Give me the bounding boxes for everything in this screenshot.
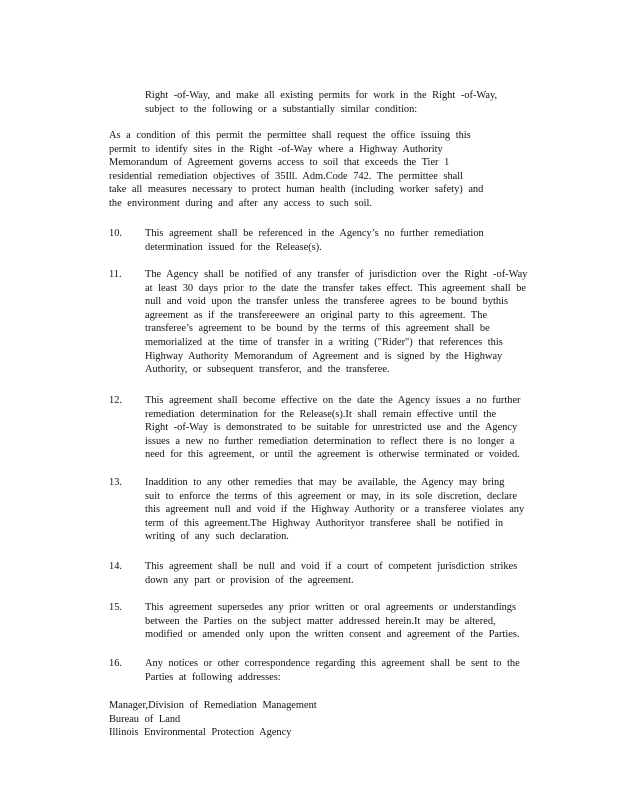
clause-body xyxy=(145,394,537,462)
text-line: need for this agreement, or until the agreement is otherwise terminated or voided. xyxy=(145,449,520,461)
text-line: Inaddition to any other remedies that may be available, the Agency may bring xyxy=(145,477,505,488)
text-line: writing of any such declaration. xyxy=(145,531,289,543)
text-line: Right -of-Way, and make all existing permits for work in the Right -of-Way, xyxy=(145,90,498,101)
clause-body xyxy=(145,268,537,377)
clause-number: 14. xyxy=(109,561,122,572)
text-line: This agreement shall be null and void if a court of competent jurisdiction strikes xyxy=(145,561,518,572)
text-line: the environment during and after any access to such soil. xyxy=(109,197,373,209)
text-line: determination issued for the Release(s). xyxy=(145,241,322,253)
text-line: modified or amended only upon the written consent and agreement of the Parties. xyxy=(145,629,520,641)
text-line: This agreement shall be referenced in the Agency’s no further remediation xyxy=(145,228,484,239)
text-line: null and void upon the transfer unless the transferee agrees to be bound bythis xyxy=(145,296,509,308)
clause-number: 16. xyxy=(109,658,122,669)
text-line: This agreement supersedes any prior written or oral agreements or understandings xyxy=(145,602,517,613)
text-line: permit to identify sites in the Right -of-Way where a Highway Authority xyxy=(109,143,443,155)
clause-body xyxy=(145,657,537,684)
clause-number: 15. xyxy=(109,602,122,613)
text-line: memorialized at the time of transfer in a writing ("Rider") that references this xyxy=(145,336,503,348)
text-line: Memorandum of Agreement governs access to soil that exceeds the Tier 1 xyxy=(109,157,450,169)
text-line: As a condition of this permit the permittee shall request the office issuing this xyxy=(109,130,471,141)
text-line: residential remediation objectives of 35Ill. Adm.Code 742. The permittee shall xyxy=(109,170,464,182)
text-line: Parties at following addresses: xyxy=(145,671,281,683)
text-line: term of this agreement.The Highway Authorityor transferee shall be notified in xyxy=(145,517,504,529)
text-line: suit to enforce the terms of this agreement or may, in its sole discretion, declare xyxy=(145,490,517,502)
text-line: at least 30 days prior to the date the transfer takes effect. This agreement shall be xyxy=(145,282,527,294)
text-line: This agreement shall become effective on the date the Agency issues a no further xyxy=(145,395,521,406)
address-line: Manager,Division of Remediation Management xyxy=(109,700,317,711)
text-line: Authority, or subsequent transferor, and the transferee. xyxy=(145,364,390,376)
text-line: remediation determination for the Release(s).It shall remain effective until the xyxy=(145,408,497,420)
text-line: transferee’s agreement to be bound by the terms of this agreement shall be xyxy=(145,323,490,335)
text-line: this agreement null and void if the Highway Authority or a transferee violates any xyxy=(145,504,525,516)
clause-number: 11. xyxy=(109,269,122,280)
address-line: Bureau of Land xyxy=(109,713,181,725)
clause-body xyxy=(145,560,537,587)
text-line: Right -of-Way is demonstrated to be suitable for unrestricted use and the Agency xyxy=(145,422,518,434)
address-line: Illinois Environmental Protection Agency xyxy=(109,727,292,739)
intro-text xyxy=(145,89,510,116)
text-line: Any notices or other correspondence regarding this agreement shall be sent to the xyxy=(145,658,520,669)
clause-number: 10. xyxy=(109,228,122,239)
text-line: subject to the following or a substantially similar condition: xyxy=(145,103,418,115)
text-line: between the Parties on the subject matter addressed herein.It may be altered, xyxy=(145,615,496,627)
text-line: issues a new no further remediation determination to reflect there is no longer a xyxy=(145,435,515,447)
clause-number: 12. xyxy=(109,395,122,406)
clause-number: 13. xyxy=(109,477,122,488)
text-line: down any part or provision of the agreement. xyxy=(145,574,354,586)
text-line: agreement as if the transfereewere an original party to this agreement. The xyxy=(145,309,488,321)
text-line: take all measures necessary to protect human health (including worker safety) and xyxy=(109,184,484,196)
text-line: Highway Authority Memorandum of Agreement and is signed by the Highway xyxy=(145,350,503,362)
clause-body xyxy=(145,476,537,544)
clause-body xyxy=(145,601,537,642)
clause-body xyxy=(145,227,537,254)
condition-paragraph xyxy=(109,129,509,211)
address-block xyxy=(109,699,409,740)
text-line: The Agency shall be notified of any transfer of jurisdiction over the Right -of-Way xyxy=(145,269,528,280)
